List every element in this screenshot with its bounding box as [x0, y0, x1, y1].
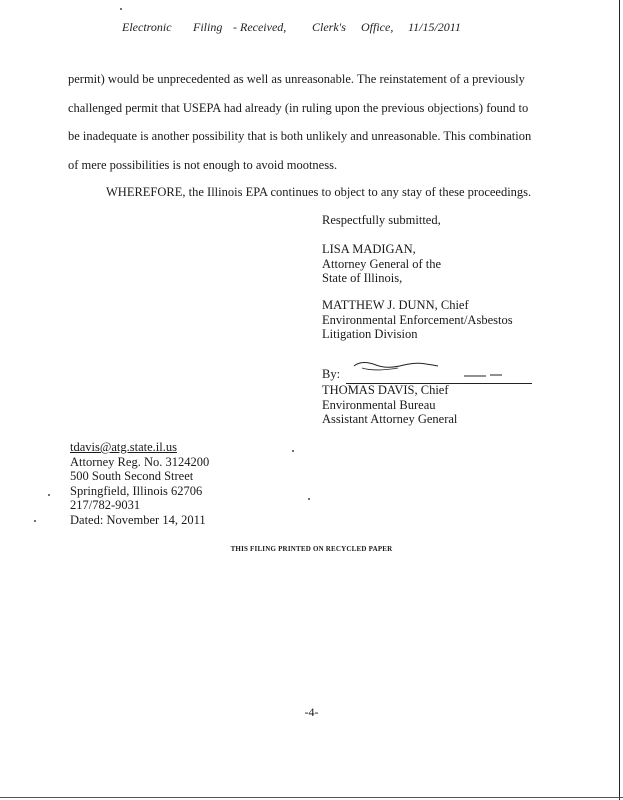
signature-tail-mark: [464, 371, 504, 379]
scan-speck: [34, 520, 36, 522]
attorney-reg-no: Attorney Reg. No. 3124200: [70, 454, 210, 469]
attorney-general-block: [322, 242, 441, 286]
header-filing: Filing: [193, 20, 223, 34]
chief-title-2: Litigation Division: [322, 327, 418, 341]
recycled-paper-notice: THIS FILING PRINTED ON RECYCLED PAPER: [230, 545, 393, 553]
ag-name: LISA MADIGAN,: [322, 242, 416, 256]
header-received: - Received,: [233, 20, 287, 34]
scan-speck: [120, 8, 122, 10]
chief-name: MATTHEW J. DUNN, Chief: [322, 298, 469, 312]
signer-block: [322, 383, 457, 427]
dated-line: Dated: November 14, 2011: [70, 512, 206, 527]
page-edge-right: [619, 0, 620, 800]
respectfully-submitted: Respectfully submitted,: [322, 213, 441, 227]
phone-number: 217/782-9031: [70, 498, 141, 512]
chief-title-1: Environmental Enforcement/Asbestos: [322, 312, 513, 327]
by-label: By:: [322, 367, 341, 381]
ag-state: State of Illinois,: [322, 271, 403, 285]
filing-stamp-header: [0, 20, 623, 40]
handwritten-signature: [352, 359, 442, 373]
signer-bureau: Environmental Bureau: [322, 397, 436, 412]
street-address: 500 South Second Street: [70, 469, 194, 483]
division-chief-block: [322, 298, 513, 342]
scan-speck: [48, 494, 50, 496]
signature-line: [322, 367, 532, 383]
signer-title: Assistant Attorney General: [322, 412, 458, 426]
signer-name: THOMAS DAVIS, Chief: [322, 383, 449, 397]
ag-title: Attorney General of the: [322, 256, 442, 271]
header-electronic: Electronic: [122, 20, 172, 34]
body-paragraph: permit) would be unprecedented as well as unreasonable. The reinstatement of a previously challenged permit that USEPA had already (in ruling upon the previous objections) found to be inadequate is another possibility that is both unlikely and unreasonable. This combination of mere possibilities is not enough to avoid mootness.: [68, 72, 532, 172]
header-clerks: Clerk's: [312, 20, 346, 34]
scan-speck: [292, 450, 294, 452]
email-link[interactable]: tdavis@atg.state.il.us: [70, 440, 177, 454]
scan-speck: [308, 498, 310, 500]
city-state-zip: Springfield, Illinois 62706: [70, 483, 203, 498]
header-office: Office,: [361, 20, 394, 34]
contact-block: [70, 440, 209, 527]
page-edge-bottom: [0, 797, 623, 798]
page-number: -4-: [304, 705, 319, 719]
header-date: 11/15/2011: [408, 20, 461, 34]
wherefore-clause: WHEREFORE, the Illinois EPA continues to object to any stay of these proceedings.: [106, 185, 532, 199]
